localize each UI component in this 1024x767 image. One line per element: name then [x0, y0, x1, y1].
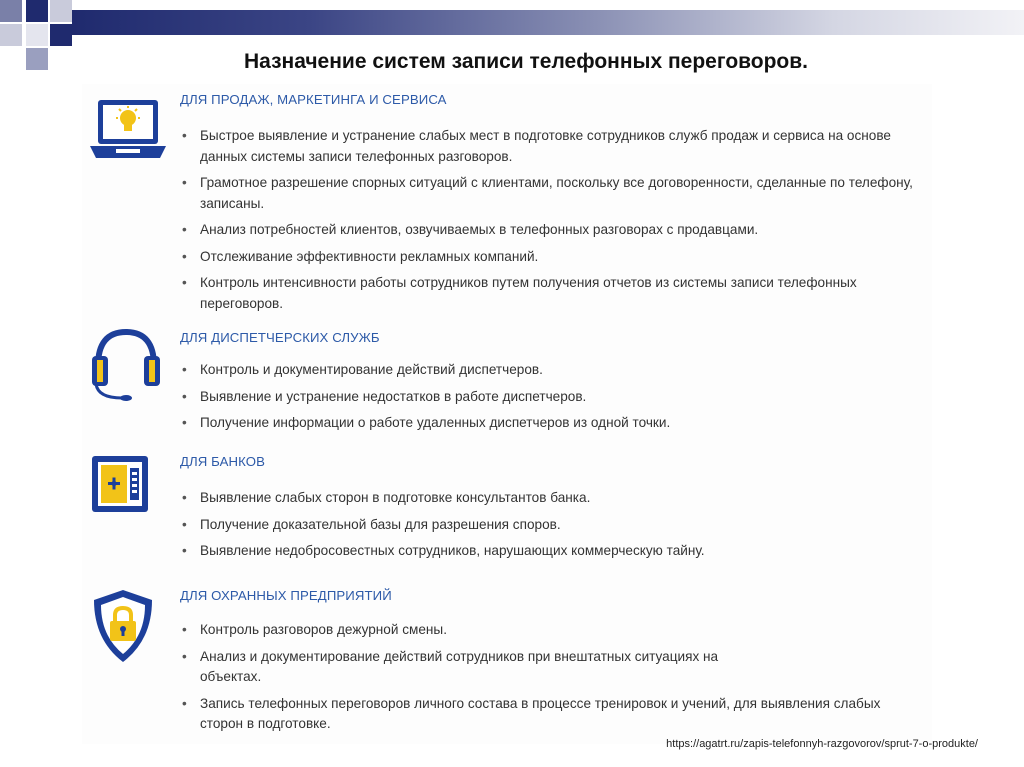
- section-heading: ДЛЯ ПРОДАЖ, МАРКЕТИНГА И СЕРВИСА: [180, 92, 447, 107]
- list-item: • Контроль разговоров дежурной смены.: [180, 620, 920, 641]
- list-item: • Анализ и документирование действий сотрудников при внештатных ситуациях на объектах.: [180, 647, 760, 688]
- section-heading: ДЛЯ ОХРАННЫХ ПРЕДПРИЯТИЙ: [180, 588, 392, 603]
- list-item: • Получение информации о работе удаленных диспетчеров из одной точки.: [180, 413, 920, 434]
- bullet-list: [180, 620, 920, 741]
- list-item: • Контроль и документирование действий диспетчеров.: [180, 360, 920, 381]
- list-item: • Контроль интенсивности работы сотрудников путем получения отчетов из системы записи телефонных переговоров.: [180, 273, 920, 314]
- bullet-list: [180, 488, 920, 568]
- page-title: Назначение систем записи телефонных переговоров.: [243, 50, 809, 73]
- list-item: • Выявление слабых сторон в подготовке консультантов банка.: [180, 488, 920, 509]
- section-heading: ДЛЯ БАНКОВ: [180, 454, 266, 469]
- bullet-list: [180, 126, 920, 320]
- safe-icon: [90, 454, 170, 534]
- bullet-list: [180, 360, 920, 440]
- list-item: • Быстрое выявление и устранение слабых мест в подготовке сотрудников служб продаж и сервиса на основе данных системы записи телефонных разговоров.: [180, 126, 920, 167]
- headset-icon: [88, 326, 168, 406]
- laptop-lightbulb-icon: [90, 96, 170, 176]
- list-item: • Отслеживание эффективности рекламных компаний.: [180, 247, 920, 268]
- list-item: • Получение доказательной базы для разрешения споров.: [180, 515, 920, 536]
- content-image: [82, 84, 932, 744]
- list-item: • Запись телефонных переговоров личного состава в процессе тренировок и учений, для выявления слабых сторон в подготовке.: [180, 694, 920, 735]
- source-link[interactable]: https://agatrt.ru/zapis-telefonnyh-razgovorov/sprut-7-o-produkte/: [666, 738, 978, 750]
- shield-lock-icon: [90, 588, 170, 668]
- list-item: • Анализ потребностей клиентов, озвучиваемых в телефонных разговорах с продавцами.: [180, 220, 920, 241]
- list-item: • Выявление недобросовестных сотрудников, нарушающих коммерческую тайну.: [180, 541, 920, 562]
- section-heading: ДЛЯ ДИСПЕТЧЕРСКИХ СЛУЖБ: [180, 330, 380, 345]
- list-item: • Выявление и устранение недостатков в работе диспетчеров.: [180, 387, 920, 408]
- list-item: • Грамотное разрешение спорных ситуаций с клиентами, поскольку все договоренности, сделанные по телефону, записаны.: [180, 173, 920, 214]
- header-bar: [72, 10, 1024, 35]
